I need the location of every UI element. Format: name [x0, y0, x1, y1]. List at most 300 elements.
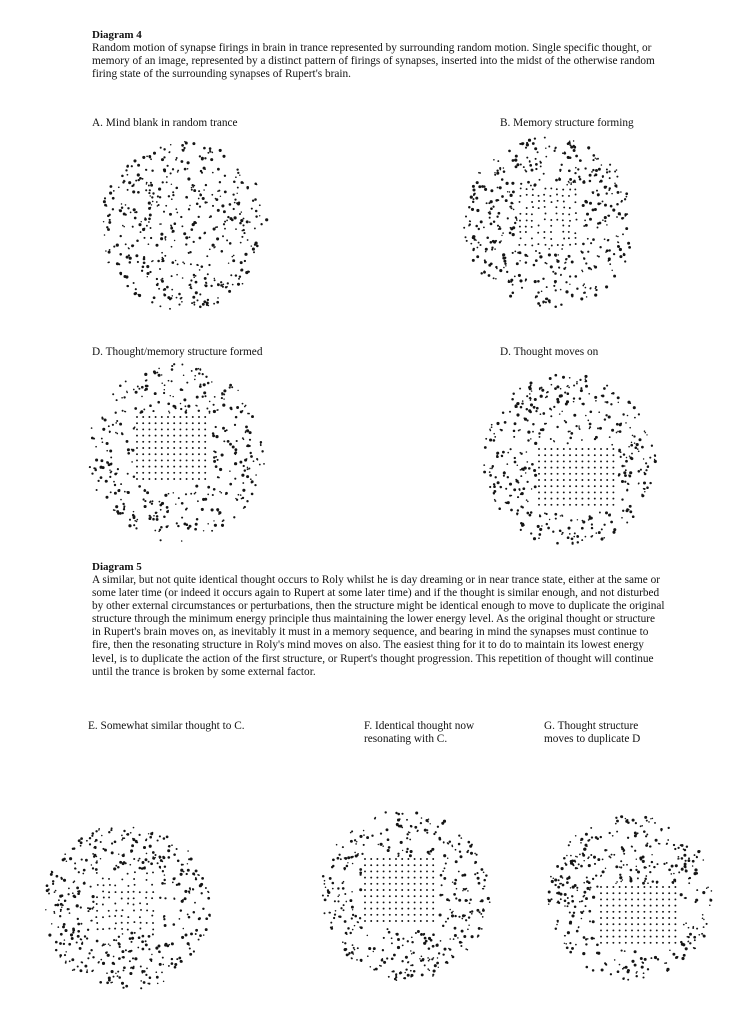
structure-dot: [656, 923, 658, 925]
structure-dot: [389, 877, 391, 879]
structure-dot: [198, 453, 200, 455]
structure-dot: [532, 194, 534, 196]
synapse-dot: [651, 861, 653, 863]
synapse-dot: [574, 532, 576, 534]
structure-dot: [550, 238, 552, 240]
structure-dot: [179, 466, 181, 468]
structure-dot: [198, 459, 200, 461]
synapse-dot: [181, 502, 184, 505]
synapse-dot: [485, 874, 487, 876]
structure-dot: [192, 435, 194, 437]
synapse-dot: [529, 514, 532, 517]
structure-dot: [127, 922, 129, 924]
synapse-dot: [232, 256, 234, 258]
structure-dot: [364, 883, 366, 885]
synapse-dot: [92, 970, 94, 972]
synapse-dot: [548, 146, 550, 148]
synapse-dot: [382, 845, 384, 847]
synapse-dot: [129, 864, 131, 866]
synapse-dot: [501, 455, 503, 457]
synapse-dot: [79, 839, 81, 841]
synapse-dot: [678, 856, 680, 858]
synapse-dot: [81, 961, 83, 963]
synapse-dot: [197, 264, 199, 266]
synapse-dot: [616, 176, 618, 178]
synapse-dot: [617, 245, 620, 248]
synapse-dot: [213, 460, 216, 463]
synapse-dot: [351, 957, 353, 959]
synapse-dot: [489, 438, 492, 441]
synapse-dot: [164, 865, 166, 867]
synapse-dot: [350, 832, 352, 834]
synapse-dot: [591, 836, 593, 838]
structure-dot: [575, 448, 577, 450]
synapse-dot: [195, 405, 197, 407]
synapse-dot: [539, 252, 541, 254]
synapse-dot: [149, 976, 152, 979]
synapse-dot: [556, 426, 558, 428]
synapse-dot: [214, 451, 216, 453]
synapse-dot: [207, 273, 209, 275]
structure-dot: [550, 467, 552, 469]
synapse-dot: [138, 223, 141, 226]
synapse-dot: [239, 222, 242, 225]
synapse-dot: [483, 185, 486, 188]
synapse-dot: [649, 865, 651, 867]
synapse-dot: [621, 480, 624, 483]
synapse-dot: [578, 927, 580, 929]
panel-f-diagram: [318, 808, 492, 982]
synapse-dot: [627, 213, 629, 215]
synapse-dot: [108, 831, 110, 833]
structure-dot: [155, 466, 157, 468]
synapse-dot: [649, 482, 651, 484]
synapse-dot: [206, 408, 208, 410]
synapse-dot: [501, 195, 504, 198]
synapse-dot: [569, 942, 571, 944]
synapse-dot: [579, 159, 582, 162]
synapse-dot: [520, 183, 522, 185]
structure-dot: [575, 243, 577, 245]
synapse-dot: [573, 414, 576, 417]
synapse-dot: [584, 895, 586, 897]
synapse-dot: [491, 468, 493, 470]
synapse-dot: [550, 438, 552, 440]
synapse-dot: [548, 891, 551, 894]
synapse-dot: [241, 498, 243, 500]
structure-dot: [136, 478, 138, 480]
synapse-dot: [578, 425, 579, 426]
synapse-dot: [507, 217, 509, 219]
structure-dot: [631, 929, 633, 931]
structure-dot: [606, 454, 608, 456]
synapse-dot: [110, 982, 112, 984]
synapse-dot: [327, 895, 329, 897]
structure-dot: [173, 478, 175, 480]
structure-dot: [594, 460, 596, 462]
synapse-dot: [626, 489, 628, 491]
synapse-dot: [193, 301, 195, 303]
synapse-dot: [474, 853, 476, 855]
synapse-dot: [635, 822, 637, 824]
synapse-dot: [122, 987, 124, 989]
synapse-dot: [181, 936, 184, 939]
synapse-dot: [106, 496, 109, 499]
synapse-dot: [516, 163, 519, 166]
synapse-dot: [214, 278, 215, 279]
synapse-dot: [107, 954, 110, 957]
synapse-dot: [180, 160, 183, 163]
structure-dot: [650, 923, 652, 925]
synapse-dot: [107, 228, 110, 231]
synapse-dot: [122, 512, 124, 514]
structure-dot: [518, 244, 520, 246]
synapse-dot: [615, 883, 616, 884]
synapse-dot: [511, 182, 514, 185]
structure-dot: [146, 891, 148, 893]
synapse-dot: [583, 891, 586, 894]
synapse-dot: [522, 506, 524, 508]
structure-dot: [637, 942, 639, 944]
synapse-dot: [174, 966, 177, 969]
synapse-dot: [523, 524, 525, 526]
structure-dot: [145, 897, 147, 899]
synapse-dot: [596, 885, 598, 887]
synapse-dot: [644, 878, 646, 880]
synapse-dot: [220, 281, 222, 283]
structure-dot: [656, 942, 658, 944]
synapse-dot: [255, 474, 257, 476]
synapse-dot: [395, 933, 397, 935]
synapse-dot: [467, 928, 469, 930]
synapse-dot: [653, 866, 655, 868]
synapse-dot: [538, 533, 541, 536]
synapse-dot: [351, 917, 353, 919]
synapse-dot: [134, 217, 137, 220]
structure-dot: [606, 485, 608, 487]
synapse-dot: [95, 861, 97, 863]
synapse-dot: [163, 293, 165, 295]
synapse-dot: [95, 458, 98, 461]
synapse-dot: [195, 485, 198, 488]
synapse-dot: [438, 967, 439, 968]
synapse-dot: [137, 261, 139, 263]
structure-dot: [588, 485, 590, 487]
synapse-dot: [506, 182, 509, 185]
synapse-dot: [507, 191, 509, 193]
synapse-dot: [514, 422, 517, 425]
synapse-dot: [118, 943, 121, 946]
synapse-dot: [600, 836, 602, 838]
synapse-dot: [204, 284, 206, 286]
synapse-dot: [100, 459, 103, 462]
synapse-dot: [472, 259, 475, 262]
synapse-dot: [553, 150, 555, 152]
synapse-dot: [201, 158, 204, 161]
synapse-dot: [388, 931, 391, 934]
synapse-dot: [251, 208, 253, 210]
synapse-dot: [602, 219, 604, 221]
synapse-dot: [359, 868, 362, 871]
synapse-dot: [229, 470, 231, 472]
structure-dot: [186, 453, 188, 455]
structure-dot: [401, 908, 403, 910]
synapse-dot: [520, 452, 522, 454]
synapse-dot: [189, 889, 191, 891]
synapse-dot: [535, 250, 537, 252]
synapse-dot: [145, 974, 147, 976]
synapse-dot: [324, 880, 326, 882]
synapse-dot: [171, 844, 173, 846]
synapse-dot: [154, 854, 156, 856]
synapse-dot: [543, 173, 545, 175]
structure-dot: [395, 901, 397, 903]
structure-dot: [420, 883, 422, 885]
structure-dot: [414, 914, 416, 916]
synapse-dot: [164, 883, 166, 885]
structure-dot: [612, 479, 614, 481]
structure-dot: [140, 909, 142, 911]
structure-dot: [186, 459, 188, 461]
synapse-dot: [162, 181, 164, 183]
synapse-dot: [478, 882, 481, 885]
synapse-dot: [163, 169, 165, 171]
synapse-dot: [184, 890, 187, 893]
synapse-dot: [169, 412, 171, 414]
synapse-dot: [410, 825, 412, 827]
structure-dot: [519, 201, 521, 203]
synapse-dot: [560, 883, 562, 885]
synapse-dot: [589, 174, 592, 177]
synapse-dot: [198, 198, 200, 200]
synapse-dot: [497, 199, 499, 201]
structure-dot: [97, 928, 99, 930]
structure-dot: [161, 447, 163, 449]
synapse-dot: [402, 938, 404, 940]
structure-dot: [426, 877, 428, 879]
synapse-dot: [560, 515, 561, 516]
synapse-dot: [631, 846, 633, 848]
synapse-dot: [261, 450, 263, 452]
synapse-dot: [208, 892, 210, 894]
synapse-dot: [209, 217, 211, 219]
synapse-dot: [59, 942, 62, 945]
synapse-dot: [702, 918, 704, 920]
structure-dot: [136, 459, 138, 461]
synapse-dot: [356, 959, 358, 961]
synapse-dot: [367, 955, 369, 957]
structure-dot: [401, 864, 403, 866]
synapse-dot: [444, 877, 446, 879]
structure-dot: [192, 428, 194, 430]
synapse-dot: [617, 191, 620, 194]
synapse-dot: [641, 446, 644, 449]
synapse-dot: [601, 528, 603, 530]
structure-dot: [395, 908, 397, 910]
structure-dot: [142, 428, 144, 430]
synapse-dot: [106, 450, 108, 452]
synapse-dot: [447, 857, 448, 858]
synapse-dot: [387, 928, 389, 930]
synapse-dot: [560, 289, 562, 291]
synapse-dot: [66, 860, 68, 862]
synapse-dot: [219, 149, 222, 152]
synapse-dot: [246, 220, 249, 223]
synapse-dot: [620, 191, 622, 193]
synapse-dot: [707, 887, 709, 889]
synapse-dot: [363, 830, 365, 832]
synapse-dot: [184, 897, 187, 900]
structure-dot: [581, 467, 583, 469]
synapse-dot: [502, 255, 504, 257]
structure-dot: [600, 491, 602, 493]
structure-dot: [179, 435, 181, 437]
synapse-dot: [163, 915, 165, 917]
synapse-dot: [645, 432, 647, 434]
synapse-dot: [161, 882, 164, 885]
structure-dot: [550, 485, 552, 487]
structure-dot: [625, 917, 627, 919]
structure-dot: [432, 908, 434, 910]
synapse-dot: [706, 923, 708, 925]
synapse-dot: [254, 243, 256, 245]
synapse-dot: [509, 411, 511, 413]
structure-dot: [674, 898, 676, 900]
structure-dot: [420, 877, 422, 879]
synapse-dot: [190, 228, 193, 231]
structure-dot: [142, 478, 144, 480]
synapse-dot: [61, 907, 62, 908]
synapse-dot: [493, 240, 496, 243]
synapse-dot: [194, 185, 196, 187]
synapse-dot: [93, 906, 95, 908]
synapse-dot: [671, 865, 674, 868]
synapse-dot: [545, 147, 546, 148]
synapse-dot: [95, 868, 98, 871]
synapse-dot: [466, 900, 468, 902]
synapse-dot: [134, 407, 137, 410]
structure-dot: [563, 454, 565, 456]
synapse-dot: [146, 385, 149, 388]
synapse-dot: [460, 837, 462, 839]
synapse-dot: [590, 242, 592, 244]
synapse-dot: [133, 966, 135, 968]
synapse-dot: [221, 453, 224, 456]
synapse-dot: [585, 897, 588, 900]
synapse-dot: [433, 969, 436, 972]
structure-dot: [192, 466, 194, 468]
structure-dot: [364, 914, 366, 916]
structure-dot: [662, 917, 664, 919]
synapse-dot: [234, 478, 236, 480]
structure-dot: [568, 237, 570, 239]
synapse-dot: [159, 835, 161, 837]
synapse-dot: [569, 284, 570, 285]
synapse-dot: [643, 830, 646, 833]
synapse-dot: [415, 932, 417, 934]
synapse-dot: [151, 169, 153, 171]
synapse-dot: [583, 283, 585, 285]
synapse-dot: [133, 282, 135, 284]
synapse-dot: [569, 437, 572, 440]
synapse-dot: [382, 958, 384, 960]
synapse-dot: [113, 867, 116, 870]
synapse-dot: [636, 866, 637, 867]
structure-dot: [543, 200, 545, 202]
synapse-dot: [59, 915, 61, 917]
structure-dot: [142, 466, 144, 468]
synapse-dot: [588, 393, 590, 395]
synapse-dot: [131, 449, 133, 451]
synapse-dot: [201, 265, 204, 268]
synapse-dot: [585, 833, 588, 836]
synapse-dot: [535, 410, 537, 412]
synapse-dot: [205, 184, 207, 186]
synapse-dot: [87, 929, 89, 931]
synapse-dot: [102, 962, 105, 965]
synapse-dot: [512, 203, 514, 205]
synapse-dot: [144, 866, 146, 868]
synapse-dot: [128, 524, 131, 527]
synapse-dot: [167, 849, 170, 852]
structure-dot: [544, 467, 546, 469]
structure-dot: [612, 454, 614, 456]
synapse-dot: [375, 817, 377, 819]
synapse-dot: [209, 412, 211, 414]
structure-dot: [142, 416, 144, 418]
synapse-dot: [569, 876, 571, 878]
synapse-dot: [182, 864, 184, 866]
synapse-dot: [160, 237, 163, 240]
synapse-dot: [567, 931, 570, 934]
synapse-dot: [248, 468, 250, 470]
synapse-dot: [479, 244, 481, 246]
synapse-dot: [592, 238, 595, 241]
synapse-dot: [150, 237, 152, 239]
synapse-dot: [187, 162, 189, 164]
synapse-dot: [668, 827, 670, 829]
synapse-dot: [692, 865, 694, 867]
synapse-dot: [324, 883, 326, 885]
synapse-dot: [149, 845, 152, 848]
synapse-dot: [449, 938, 451, 940]
structure-dot: [550, 473, 552, 475]
synapse-dot: [623, 217, 625, 219]
synapse-dot: [502, 232, 504, 234]
synapse-dot: [472, 249, 474, 251]
synapse-dot: [458, 843, 461, 846]
synapse-dot: [513, 488, 516, 491]
structure-dot: [173, 447, 175, 449]
synapse-dot: [595, 400, 597, 402]
synapse-dot: [129, 261, 132, 264]
structure-dot: [588, 504, 590, 506]
synapse-dot: [470, 852, 473, 855]
structure-dot: [167, 441, 169, 443]
synapse-dot: [89, 843, 91, 845]
synapse-dot: [174, 222, 177, 225]
synapse-dot: [683, 954, 686, 957]
synapse-dot: [164, 384, 166, 386]
synapse-dot: [447, 842, 449, 844]
structure-dot: [407, 914, 409, 916]
synapse-dot: [216, 237, 219, 240]
synapse-dot: [533, 264, 536, 267]
synapse-dot: [227, 440, 230, 443]
synapse-dot: [80, 906, 82, 908]
structure-dot: [401, 920, 403, 922]
synapse-dot: [546, 286, 548, 288]
